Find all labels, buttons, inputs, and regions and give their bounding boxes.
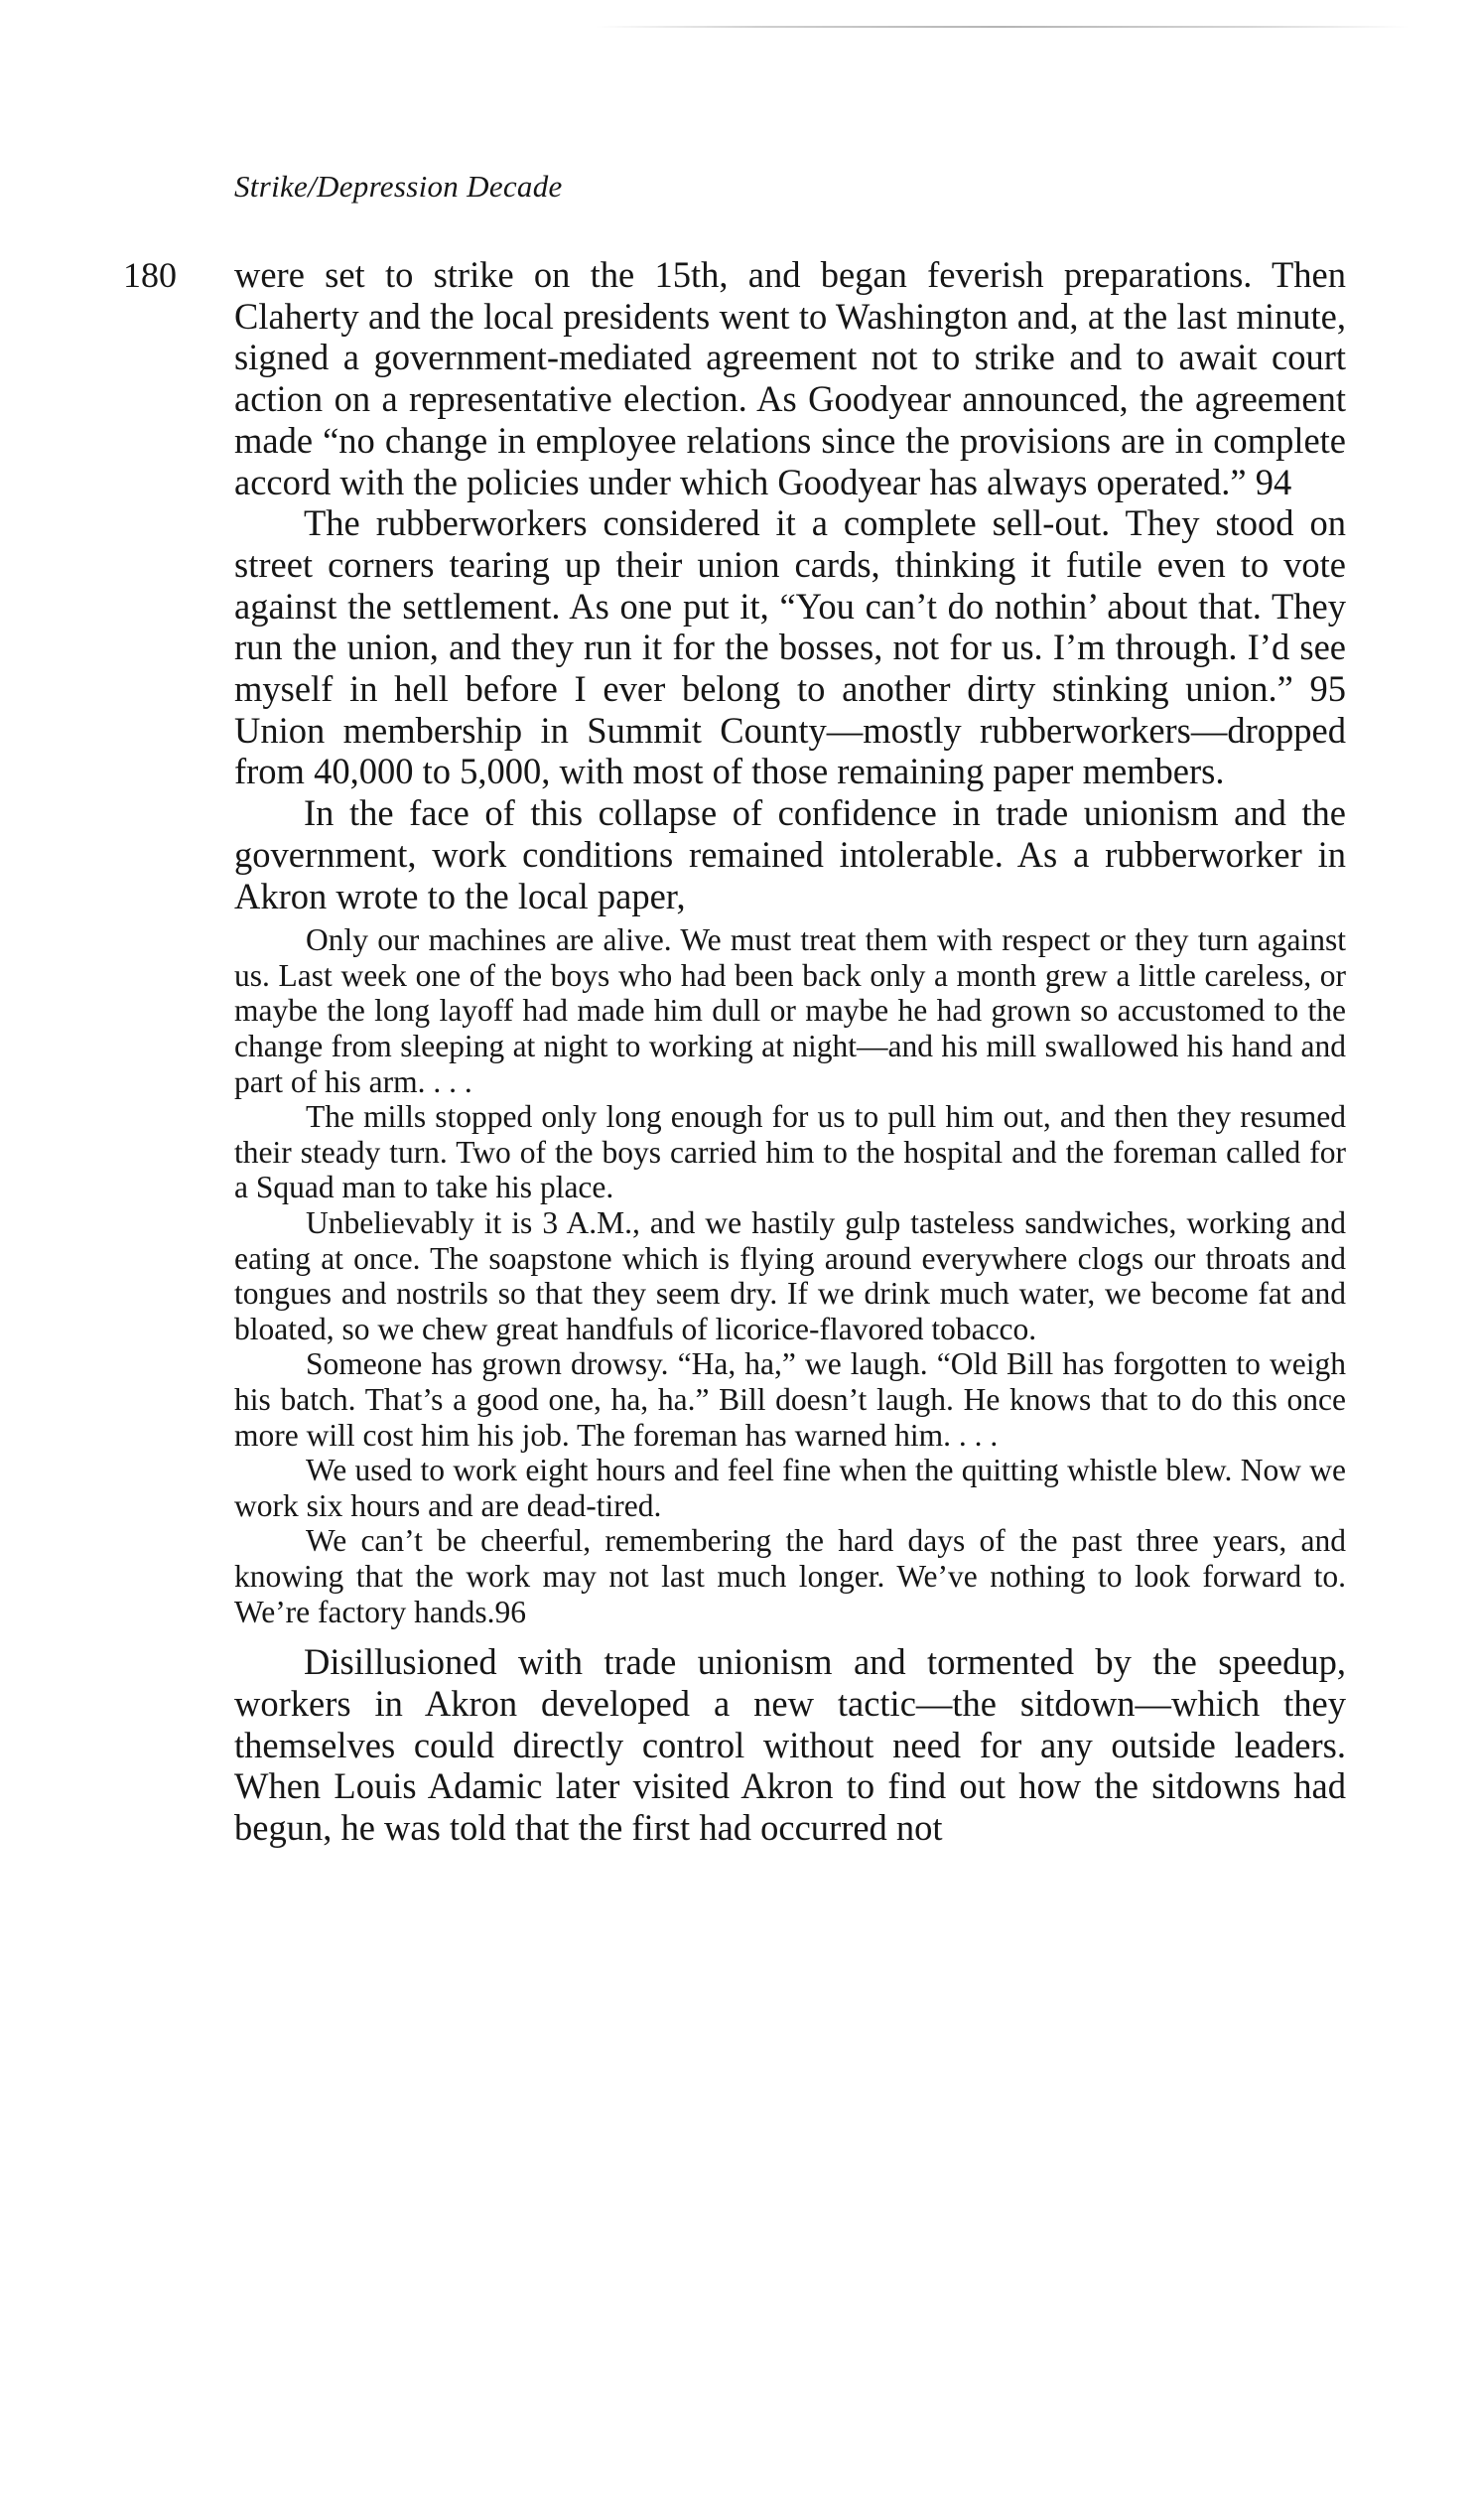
quote-paragraph: We used to work eight hours and feel fine when the quitting whistle blew. Now we work six hours and are dead-tired. [234, 1453, 1346, 1523]
body-paragraph: were set to strike on the 15th, and began feverish preparations. Then Claherty and the local presidents went to Washington and, at the last minute, signed a government-mediated agreement not to strike and to await court action on a representative election. As Goodyear announced, the agreement made “no change in employee relations since the provisions are in complete accord with the policies under which Goodyear has always operated.” 94 [234, 254, 1346, 502]
quote-paragraph: Only our machines are alive. We must treat them with respect or they turn against us. Last week one of the boys who had been back only a month grew a little careless, or maybe the long layoff had made him dull or maybe he had grown so accustomed to the change from sleeping at night to working at night—and his mill swallowed his hand and part of his arm. . . . [234, 922, 1346, 1099]
page-number: 180 [123, 255, 177, 295]
body-paragraph: In the face of this collapse of confidence in trade unionism and the government, work conditions remained intolerable. As a rubberworker in Akron wrote to the local paper, [234, 792, 1346, 916]
quote-paragraph: We can’t be cheerful, remembering the hard days of the past three years, and knowing that the work may not last much longer. We’ve nothing to look forward to. We’re factory hands.96 [234, 1523, 1346, 1629]
scan-artifact-streak [596, 26, 1410, 28]
quote-paragraph: Unbelievably it is 3 A.M., and we hastily gulp tasteless sandwiches, working and eating at once. The soapstone which is flying around everywhere clogs our throats and tongues and nostrils so that they seem dry. If we drink much water, we become fat and bloated, so we chew great handfuls of licorice-flavored tobacco. [234, 1205, 1346, 1346]
running-head: Strike/Depression Decade [234, 169, 563, 204]
main-text [234, 254, 1346, 1849]
quote-paragraph: The mills stopped only long enough for us to pull him out, and then they resumed their steady turn. Two of the boys carried him to the hospital and the foreman called for a Squad man to take his place. [234, 1099, 1346, 1205]
block-quotation [234, 922, 1346, 1629]
body-paragraph: The rubberworkers considered it a complete sell-out. They stood on street corners tearing up their union cards, thinking it futile even to vote against the settlement. As one put it, “You can’t do nothin’ about that. They run the union, and they run it for the bosses, not for us. I’m through. I’d see myself in hell before I ever belong to another dirty stinking union.” 95 Union membership in Summit County—mostly rubberworkers—dropped from 40,000 to 5,000, with most of those remaining paper members. [234, 502, 1346, 792]
quote-paragraph: Someone has grown drowsy. “Ha, ha,” we laugh. “Old Bill has forgotten to weigh his batch. That’s a good one, ha, ha.” Bill doesn’t laugh. He knows that to do this once more will cost him his job. The foreman has warned him. . . . [234, 1346, 1346, 1453]
body-paragraph: Disillusioned with trade unionism and tormented by the speedup, workers in Akron developed a new tactic—the sitdown—which they themselves could directly control without need for any outside leaders. When Louis Adamic later visited Akron to find out how the sitdowns had begun, he was told that the first had occurred not [234, 1641, 1346, 1848]
